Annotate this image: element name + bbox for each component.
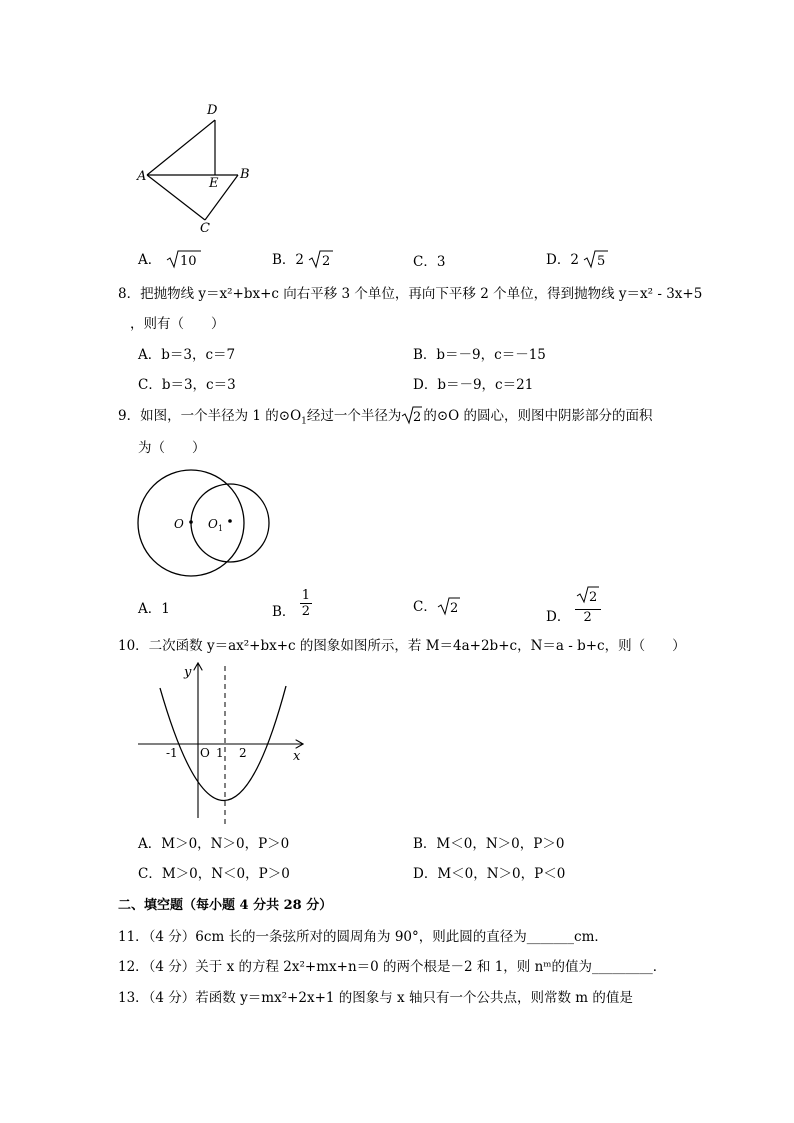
sqrt-icon: [166, 249, 202, 269]
q10-option-c[interactable]: C．M＞0，N＜0，P＞0: [138, 866, 290, 882]
q9-option-d[interactable]: D． $\frac{2}{2}$: [546, 586, 601, 626]
q11-text: 11．（4 分）6cm 长的一条弦所对的圆周角为 90°，则此圆的直径为_______cm．: [118, 929, 608, 945]
circles-figure: [134, 468, 274, 582]
fraction: $\frac{1}{2}$: [301, 588, 310, 619]
label-e: E: [209, 176, 219, 191]
q10-option-a[interactable]: A．M＞0，N＞0，P＞0: [138, 836, 290, 852]
triangle-figure: [130, 98, 260, 238]
label-o: O: [174, 517, 184, 531]
q7-option-b[interactable]: B．2 2: [272, 248, 334, 269]
q7-option-a[interactable]: A． 10: [138, 248, 202, 269]
label-o1-sub: 1: [218, 524, 224, 533]
svg-text:10: 10: [179, 254, 197, 269]
q10-stem: 10．二次函数 y＝ax²+bx+c 的图象如图所示，若 M＝4a+2b+c，N＝a ‐ b+c，则（ ）: [118, 638, 686, 654]
sqrt-icon: [437, 596, 461, 616]
q9-stem-line2: 为（ ）: [138, 440, 206, 456]
parabola-curve: [160, 686, 286, 801]
q10-option-b[interactable]: B．M＜0，N＞0，P＞0: [413, 836, 565, 852]
svg-text:2: 2: [449, 601, 459, 616]
q8-option-c[interactable]: C．b＝3，c＝3: [138, 377, 236, 393]
y-axis-label: y: [184, 665, 192, 680]
sqrt-icon: [308, 249, 334, 269]
label-d: D: [207, 103, 218, 118]
segment-ac: [147, 175, 205, 220]
label-c: C: [200, 221, 210, 236]
segment-ad: [147, 120, 215, 175]
fraction: $\frac{2}{2}$: [575, 586, 601, 626]
svg-text:2: 2: [588, 590, 597, 604]
svg-text:2: 2: [413, 410, 422, 425]
tick-label-2: 2: [239, 746, 247, 760]
q8-stem-line2: ，则有（ ）: [130, 316, 225, 332]
q7-option-c[interactable]: C．3: [413, 254, 446, 270]
sqrt-icon: [583, 249, 609, 269]
sqrt-icon: [401, 405, 423, 425]
section-title: 二、填空题（每小题 4 分共 28 分）: [118, 898, 333, 913]
q12-text: 12．（4 分）关于 x 的方程 2x²+mx+n＝0 的两个根是－2 和 1，则 nᵐ的值为_________．: [118, 959, 667, 975]
tick-label-1: 1: [216, 746, 224, 760]
label-o1: O: [208, 517, 218, 531]
circle-o1: [191, 484, 269, 562]
center-o1-dot: [228, 519, 232, 523]
q9-option-a[interactable]: A．1: [138, 601, 170, 617]
q9-option-c[interactable]: C． 2: [413, 595, 461, 616]
label-b: B: [240, 167, 250, 182]
x-axis-label: x: [293, 749, 301, 764]
q8-option-b[interactable]: B．b＝－9，c＝－15: [413, 347, 546, 363]
svg-text:5: 5: [597, 254, 606, 269]
q7-option-d[interactable]: D．2 5: [546, 248, 609, 269]
q8-option-d[interactable]: D．b＝－9，c＝21: [413, 377, 534, 393]
parabola-graph: [130, 658, 310, 828]
center-o-dot: [189, 520, 193, 524]
q10-option-d[interactable]: D．M＜0，N＞0，P＜0: [413, 866, 566, 882]
tick-label-minus1: -1: [166, 746, 178, 760]
sqrt-icon: [576, 586, 600, 604]
q9-option-b[interactable]: B． $\frac{1}{2}$: [272, 588, 310, 620]
origin-label: O: [200, 746, 210, 760]
label-a: A: [137, 169, 147, 184]
svg-text:2: 2: [322, 254, 331, 269]
q8-option-a[interactable]: A．b＝3，c＝7: [138, 347, 236, 363]
q13-text: 13．（4 分）若函数 y＝mx²+2x+1 的图象与 x 轴只有一个公共点，则常数 m 的值是: [118, 990, 633, 1006]
q9-stem-line1: 9．如图，一个半径为 1 的$⊙O_1$经过一个半径为 2 的⊙O 的圆心，则图中阴影部分的面积: [118, 404, 653, 427]
q8-stem-line1: 8．把抛物线 y＝x²+bx+c 向右平移 3 个单位，再向下平移 2 个单位，得到抛物线 y＝x² ‐ 3x+5: [118, 286, 703, 302]
